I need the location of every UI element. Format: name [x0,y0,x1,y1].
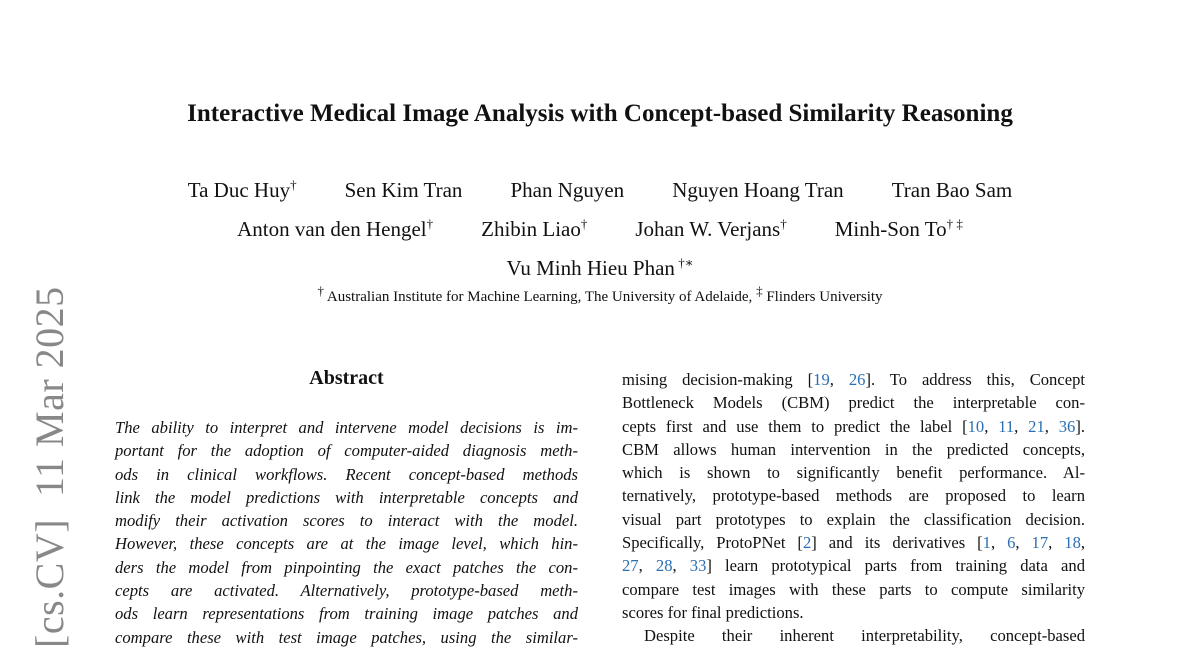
abstract-body [115,416,578,649]
author-name [672,178,844,203]
author-name [481,217,587,242]
author-name-text: Tran Bao Sam [891,178,1013,202]
author-name [635,217,786,242]
affiliation-mark-2: ‡ [756,283,763,298]
author-name [510,178,624,203]
author-affiliation-mark: † [426,216,434,231]
body-line: 27, 28, 33] learn prototypical parts from training data and [622,556,1085,576]
author-name-text: Johan W. Verjans [635,217,781,241]
citation-link[interactable]: 17 [1031,533,1049,553]
body-line: mising decision-making [19, 26]. To address this, Concept [622,370,1085,389]
author-name-text: Sen Kim Tran [344,178,463,202]
author-name [506,256,693,281]
author-name [892,178,1013,203]
abstract-line: The ability to interpret and intervene model decisions is im- [115,418,578,437]
author-name-text: Zhibin Liao [481,217,581,241]
abstract-line: compare these with test image patches, using the similar- [115,627,578,647]
abstract-heading: Abstract [309,367,384,389]
body-line: which is shown to significantly benefit performance. Al- [622,463,1085,483]
citation-link[interactable]: 19 [813,370,830,389]
author-name-text: Vu Minh Hieu Phan [506,256,675,280]
author-name [188,178,297,203]
citation-link[interactable]: 28 [655,556,673,576]
citation-link[interactable]: 11 [998,416,1015,436]
author-affiliation-mark: † [290,177,297,192]
affiliations [0,283,1200,306]
abstract-line: However, these concepts are at the image level, which hin- [115,534,578,554]
paper-title: Interactive Medical Image Analysis with Concept-based Similarity Reasoning [187,100,1013,127]
abstract-line: ders the model from pinpointing the exact patches the con- [115,557,578,577]
body-line: Specifically, ProtoPNet [2] and its derivatives [1, 6, 17, 18, [622,533,1086,553]
body-line: visual part prototypes to explain the classification decision. [622,509,1085,529]
author-name [345,178,463,203]
citation-link[interactable]: 26 [848,370,866,389]
author-affiliation-mark: † [580,216,588,231]
abstract-line: cepts are activated. Alternatively, prototype-based meth- [115,581,578,601]
author-name-text: Ta Duc Huy [187,178,291,202]
author-name [835,217,963,242]
arxiv-date: 11 Mar 2025 [27,286,72,497]
author-name-text: Nguyen Hoang Tran [672,178,844,202]
body-line: Bottleneck Models (CBM) predict the interpretable con- [622,393,1085,413]
authors-row-2 [0,217,1200,242]
citation-link[interactable]: 2 [802,533,812,553]
body-line: CBM allows human intervention in the predicted concepts, [622,439,1085,459]
authors-row-3 [0,256,1200,281]
authors-row-1 [0,178,1200,203]
affiliation-text-1: Australian Institute for Machine Learning, The University of Adelaide, [326,289,753,305]
abstract-line: link the model predictions with interpretable concepts and [115,487,578,507]
citation-link[interactable]: 36 [1058,416,1076,436]
author-affiliation-mark: † [780,216,787,231]
author-name-text: Anton van den Hengel [237,217,427,241]
body-line: scores for final predictions. [622,602,804,622]
author-name-text: Minh-Son To [834,217,947,241]
citation-link[interactable]: 21 [1028,416,1045,436]
citation-link[interactable]: 33 [689,556,707,576]
affiliation-text-2: Flinders University [766,289,883,305]
author-affiliation-mark: †∗ [674,255,694,270]
body-line: Despite their inherent interpretability, concept-based [644,626,1085,646]
abstract-line: ods learn representations from training image patches and [115,604,578,624]
abstract-line: ods in clinical workflows. Recent concept-based methods [115,464,578,484]
body-line: ternatively, prototype-based methods are proposed to learn [622,486,1085,506]
arxiv-category: [cs.CV] [27,518,72,648]
citation-link[interactable]: 10 [967,416,985,436]
abstract-line: portant for the adoption of computer-aided diagnosis meth- [115,441,578,461]
author-name [237,217,433,242]
body-line: cepts first and use them to predict the label [10, 11, 21, 36]. [622,416,1086,436]
author-affiliation-mark: † ‡ [946,216,963,231]
affiliation-mark-1: † [317,283,324,298]
arxiv-identifier [26,286,73,648]
citation-link[interactable]: 18 [1064,533,1081,553]
body-line: compare test images with these parts to compute similarity [622,579,1085,599]
intro-body-column [622,368,1085,648]
citation-link[interactable]: 6 [1007,533,1016,553]
author-name-text: Phan Nguyen [510,178,625,202]
citation-link[interactable]: 27 [622,556,639,576]
citation-link[interactable]: 1 [982,533,991,553]
abstract-line: modify their activation scores to interact with the model. [115,511,578,531]
